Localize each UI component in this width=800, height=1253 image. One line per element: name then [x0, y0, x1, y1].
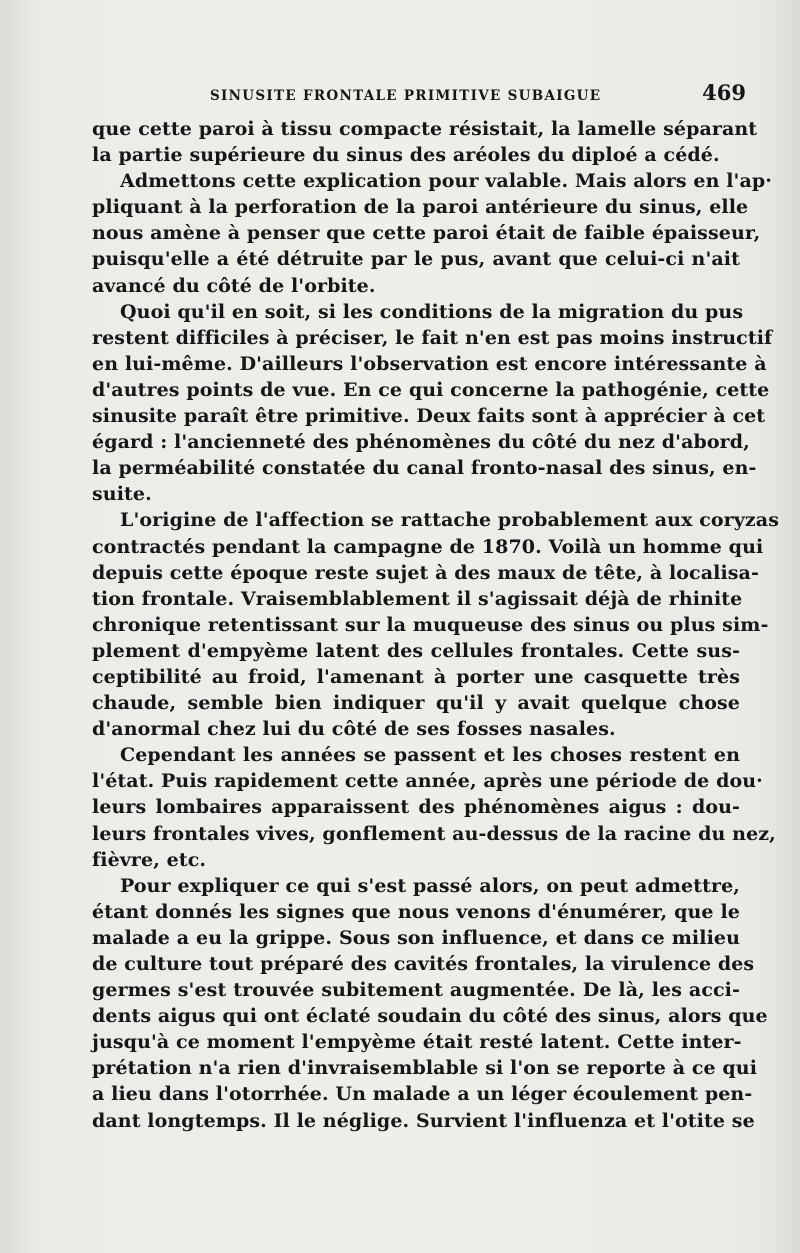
paragraph [92, 116, 758, 168]
text-line: plement d'empyème latent des cellules frontales. Cette sus- [92, 639, 740, 662]
text-line: leurs frontales vives, gonflement au-dessus de la racine du nez, [92, 822, 776, 845]
text-line: sinusite paraît être primitive. Deux faits sont à apprécier à cet [92, 405, 766, 428]
text-line: Pour expliquer ce qui s'est passé alors, on peut admettre, [120, 874, 740, 897]
text-line: chaude, semble bien indiquer qu'il y avait quelque chose [92, 692, 740, 715]
paragraph [92, 742, 776, 872]
text-line: d'autres points de vue. En ce qui concerne la pathogénie, cette [92, 378, 770, 401]
text-line: de culture tout préparé des cavités frontales, la virulence des [92, 953, 755, 975]
text-line: suite. [92, 483, 152, 506]
text-line: ceptibilité au froid, l'amenant à porter une casquette très [92, 665, 740, 688]
text-line: dant longtemps. Il le néglige. Survient l'influenza et l'otite se [92, 1109, 755, 1132]
running-title: SINUSITE FRONTALE PRIMITIVE SUBAIGUE [210, 88, 602, 104]
paragraph [92, 873, 768, 1134]
paragraph [92, 507, 780, 742]
body-text [92, 116, 780, 1134]
text-line: jusqu'à ce moment l'empyème était resté latent. Cette inter- [92, 1031, 742, 1054]
text-line: depuis cette époque reste sujet à des maux de tête, à localisa- [92, 561, 759, 584]
text-line: que cette paroi à tissu compacte résistait, la lamelle séparant [92, 118, 758, 140]
text-line: a lieu dans l'otorrhée. Un malade a un léger écoulement pen- [92, 1083, 753, 1106]
text-line: en lui-même. D'ailleurs l'observation est encore intéressante à [92, 352, 767, 375]
text-line: égard : l'ancienneté des phénomènes du côté du nez d'abord, [92, 431, 750, 454]
paragraph [92, 168, 772, 298]
text-line: fièvre, etc. [92, 848, 207, 871]
text-line: L'origine de l'affection se rattache probablement aux coryzas [120, 509, 780, 532]
text-line: pliquant à la perforation de la paroi antérieure du sinus, elle [92, 196, 749, 219]
text-line: Cependant les années se passent et les choses restent en [120, 744, 740, 767]
text-line: Admettons cette explication pour valable. Mais alors en l'ap· [120, 170, 772, 193]
running-head [92, 80, 746, 108]
text-line: avancé du côté de l'orbite. [92, 274, 376, 297]
text-line: prétation n'a rien d'invraisemblable si l'on se reporte à ce qui [92, 1057, 758, 1080]
text-line: la perméabilité constatée du canal fronto-nasal des sinus, en- [92, 457, 757, 480]
text-line: Quoi qu'il en soit, si les conditions de la migration du pus [120, 300, 744, 323]
text-line: restent difficiles à préciser, le fait n'en est pas moins instructif [92, 326, 773, 349]
text-line: leurs lombaires apparaissent des phénomènes aigus : dou- [92, 796, 740, 819]
page-number: 469 [702, 80, 746, 105]
text-line: d'anormal chez lui du côté de ses fosses nasales. [92, 718, 616, 741]
text-line: nous amène à penser que cette paroi était de faible épaisseur, [92, 222, 761, 245]
text-line: contractés pendant la campagne de 1870. Voilà un homme qui [92, 535, 764, 558]
text-line: malade a eu la grippe. Sous son influence, et dans ce milieu [92, 926, 740, 949]
text-line: la partie supérieure du sinus des aréoles du diploé a cédé. [92, 144, 720, 167]
text-line: chronique retentissant sur la muqueuse des sinus ou plus sim- [92, 613, 769, 636]
text-line: étant donnés les signes que nous venons d'énumérer, que le [92, 900, 740, 923]
paragraph [92, 299, 773, 508]
text-line: puisqu'elle a été détruite par le pus, avant que celui-ci n'ait [92, 248, 740, 271]
text-line: dents aigus qui ont éclaté soudain du côté des sinus, alors que [92, 1005, 768, 1028]
text-line: germes s'est trouvée subitement augmentée. De là, les acci- [92, 979, 740, 1002]
text-line: l'état. Puis rapidement cette année, après une période de dou· [92, 770, 763, 793]
text-line: tion frontale. Vraisemblablement il s'agissait déjà de rhinite [92, 587, 743, 610]
